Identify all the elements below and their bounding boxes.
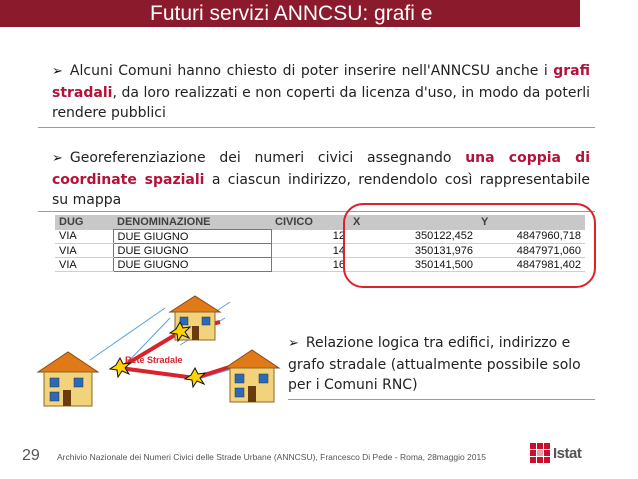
bullet2-text-end: a ciascun indirizzo, rendendolo così rappresentabile su mappa [52, 171, 590, 208]
cell-denominazione: DUE GIUGNO [113, 258, 271, 272]
bullet1-text-end: , da loro realizzati e non coperti da licenza d'uso, in modo da poterli rendere pubblici [52, 84, 590, 121]
arrow-bullet-icon: ➢ [52, 151, 63, 166]
istat-logo-text: Istat [553, 444, 582, 462]
divider [288, 399, 595, 400]
slide-title: Futuri servizi ANNCSU: grafi e [150, 2, 433, 25]
col-header-civico: CIVICO [271, 215, 349, 230]
cell-dug: VIA [55, 230, 113, 244]
buildings-road-diagram [30, 290, 290, 415]
page-number: 29 [22, 447, 40, 464]
bullet3-text: Relazione logica tra edifici, indirizzo e grafo stradale (attualmente possibile solo per i Comuni RNC) [288, 335, 581, 393]
cell-civico: 12 [271, 230, 349, 244]
cell-dug: VIA [55, 258, 113, 272]
arrow-bullet-icon: ➢ [52, 64, 63, 79]
cell-denominazione: DUE GIUGNO [113, 230, 271, 244]
istat-logo [530, 442, 581, 464]
bullet2-highlight: una coppia di coordinate spaziali [52, 150, 590, 188]
col-header-x: X [349, 215, 477, 230]
bullet-georeferenziazione [52, 148, 590, 211]
slide-title-bar [0, 0, 580, 27]
bullet-grafi-stradali [52, 61, 590, 124]
cell-y: 4847960,718 [477, 230, 585, 244]
col-header-dug: DUG [55, 215, 113, 230]
bullet-relazione-logica [288, 333, 590, 396]
istat-logo-icon [530, 443, 550, 463]
cell-civico: 14 [271, 244, 349, 258]
road-label: Rete Stradale [125, 355, 183, 365]
cell-denominazione: DUE GIUGNO [113, 244, 271, 258]
cell-y: 4847971,060 [477, 244, 585, 258]
cell-y: 4847981,402 [477, 258, 585, 272]
coordinates-highlight-oval [343, 203, 596, 288]
cell-x: 350141,500 [349, 258, 477, 272]
col-header-y: Y [477, 215, 585, 230]
col-header-denominazione: DENOMINAZIONE [113, 215, 271, 230]
house-left-icon [38, 352, 98, 406]
divider [38, 127, 595, 128]
house-right-icon [225, 350, 279, 402]
cell-dug: VIA [55, 244, 113, 258]
bullet1-text: Alcuni Comuni hanno chiesto di poter inserire nell'ANNCSU anche i [69, 63, 554, 79]
bullet2-text: Georeferenziazione dei numeri civici assegnando [69, 150, 466, 166]
footer-text: Archivio Nazionale dei Numeri Civici delle Strade Urbane (ANNCSU), Francesco Di Pede - Roma, 28maggio 2015 [57, 452, 486, 462]
cell-x: 350122,452 [349, 230, 477, 244]
cell-x: 350131,976 [349, 244, 477, 258]
cell-civico: 16 [271, 258, 349, 272]
connector-line [90, 308, 165, 360]
arrow-bullet-icon: ➢ [288, 336, 299, 351]
bullet1-highlight: grafi stradali [52, 63, 590, 101]
